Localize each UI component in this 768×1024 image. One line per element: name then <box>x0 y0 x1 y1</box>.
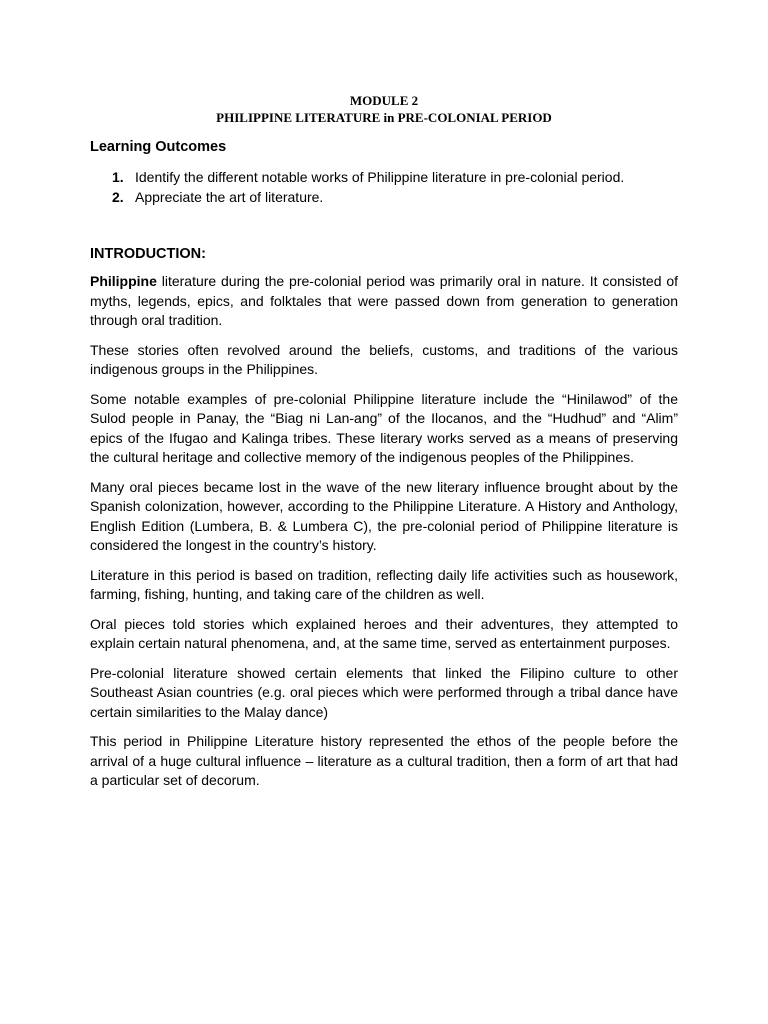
module-number: MODULE 2 <box>349 93 419 108</box>
paragraph: Oral pieces told stories which explained heroes and their adventures, they attempted to explain certain natural phenomena, and, at the same time, served as entertainment purposes. <box>90 615 678 651</box>
list-item-number: 1. <box>112 168 124 185</box>
list-item <box>112 167 678 187</box>
paragraph: Pre-colonial literature showed certain elements that linked the Filipino culture to other Southeast Asian countries (e.g. oral pieces which were performed through a tribal dance have certain similarities to the Malay dance) <box>90 664 678 720</box>
paragraph-text: literature during the pre-colonial period was primarily oral in nature. It consisted of myths, legends, epics, and folktales that were passed down from generation to generation through oral tradition. <box>90 273 678 328</box>
list-item-text: Identify the different notable works of Philippine literature in pre-colonial period. <box>135 168 625 185</box>
list-item-number: 2. <box>112 188 124 205</box>
list-item-text: Appreciate the art of literature. <box>135 188 324 205</box>
learning-outcomes-heading: Learning Outcomes <box>90 139 227 155</box>
paragraph: Many oral pieces became lost in the wave of the new literary influence brought about by the Spanish colonization, however, according to the Philippine Literature. A History and Anthology, English Edition (Lumbera, B. & Lumbera C), the pre-colonial period of Philippine literature is considered the longest in the country’s history. <box>90 478 678 553</box>
lead-word: Philippine <box>90 273 157 289</box>
module-header <box>0 92 768 126</box>
document-body <box>90 138 678 801</box>
introduction-heading: INTRODUCTION: <box>90 245 206 262</box>
module-title: PHILIPPINE LITERATURE in PRE-COLONIAL PERIOD <box>216 110 552 125</box>
paragraph <box>90 272 678 331</box>
learning-outcomes-list <box>90 167 678 207</box>
paragraph: Literature in this period is based on tradition, reflecting daily life activities such as housework, farming, fishing, hunting, and taking care of the children as well. <box>90 566 678 602</box>
paragraph: This period in Philippine Literature history represented the ethos of the people before the arrival of a huge cultural influence – literature as a cultural tradition, then a form of art that had a particular set of decorum. <box>90 733 678 788</box>
paragraph: These stories often revolved around the beliefs, customs, and traditions of the various indigenous groups in the Philippines. <box>90 341 678 377</box>
paragraph: Some notable examples of pre-colonial Philippine literature include the “Hinilawod” of the Sulod people in Panay, the “Biag ni Lan-ang” of the Ilocanos, and the “Hudhud” and “Alim” epics of the Ifugao and Kalinga tribes. These literary works served as a means of preserving the cultural heritage and collective memory of the indigenous peoples of the Philippines. <box>90 390 678 465</box>
list-item <box>112 187 678 207</box>
